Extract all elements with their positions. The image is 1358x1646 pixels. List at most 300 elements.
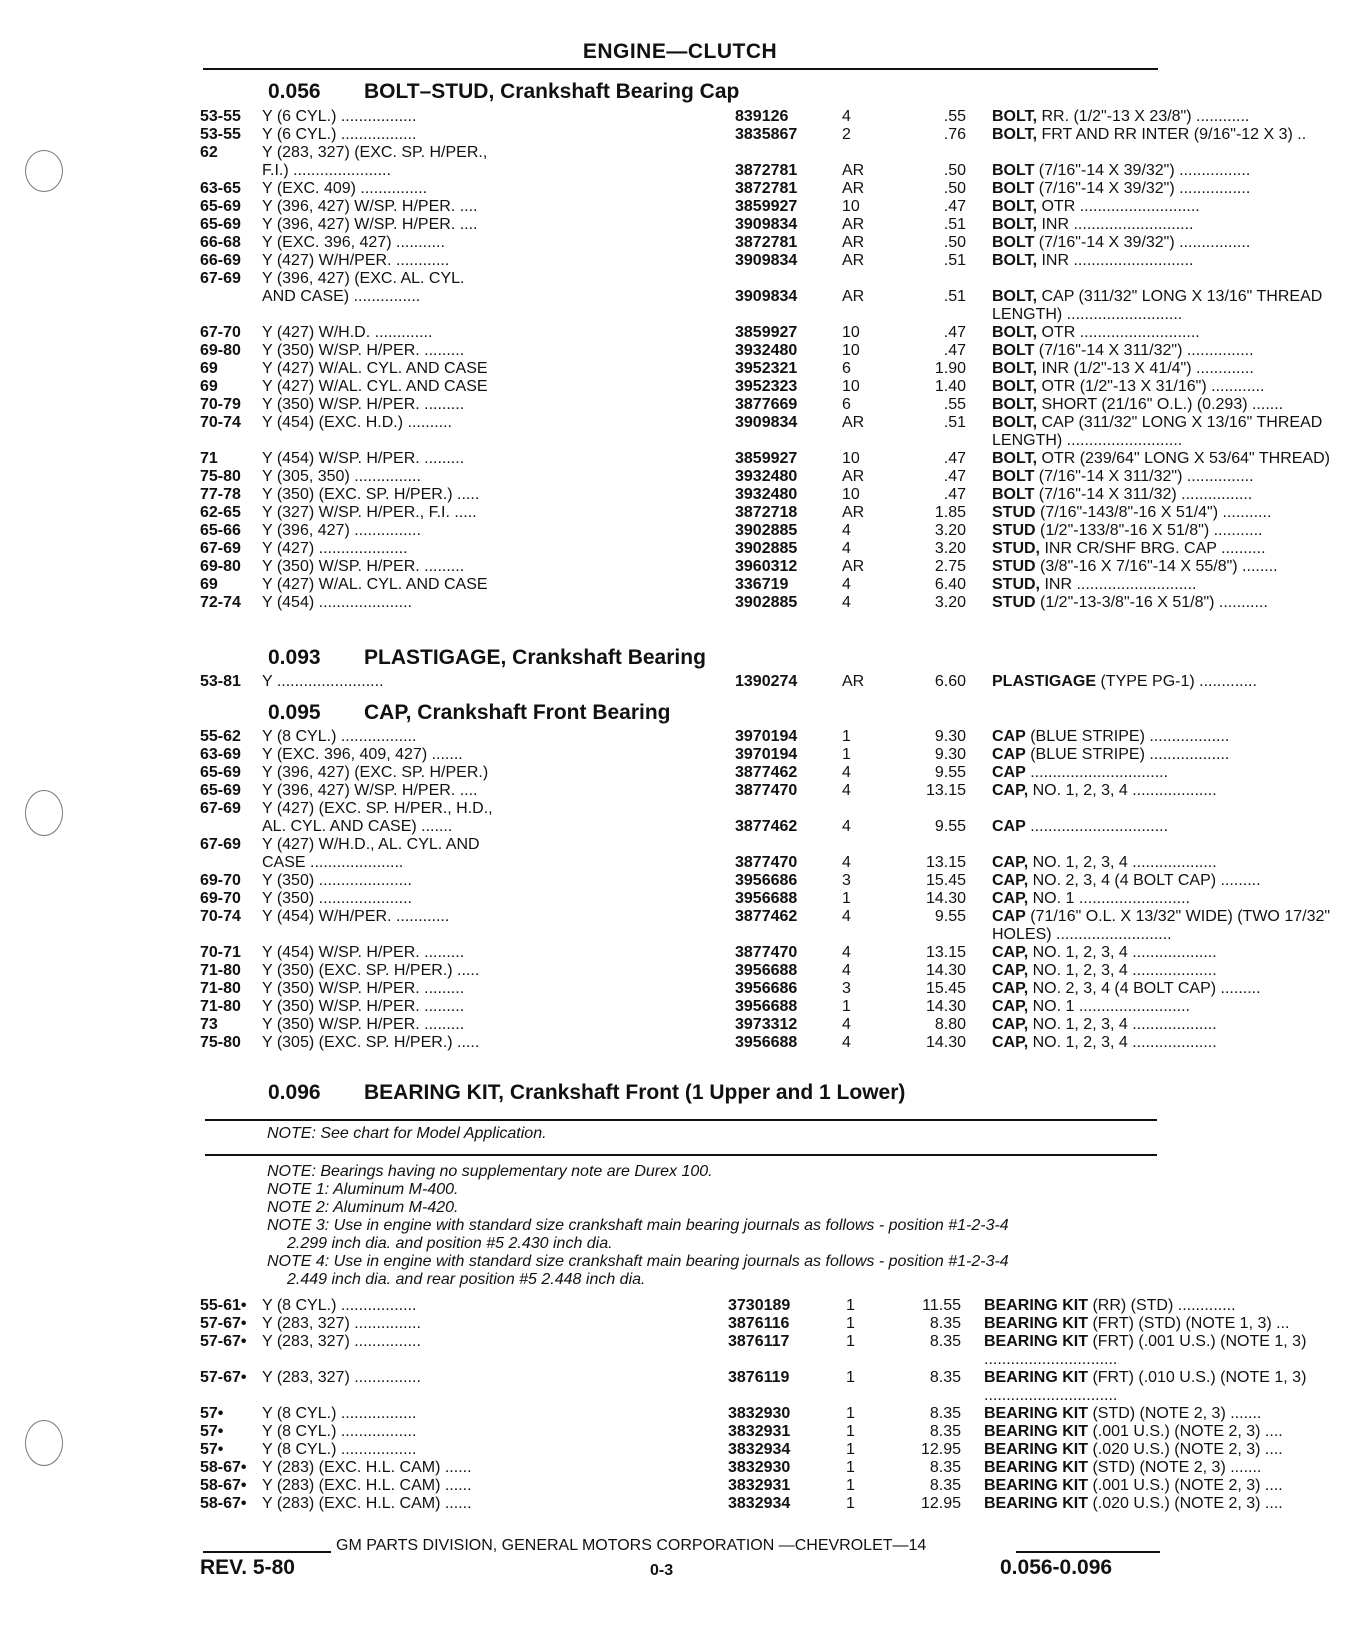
- section-number: 0.056: [268, 80, 321, 103]
- description-cell: [992, 126, 1358, 144]
- table-row: [200, 108, 1250, 126]
- part-number-cell: 3832930: [728, 1459, 791, 1476]
- quantity-cell: 1: [846, 1297, 855, 1314]
- year-cell: 75-80: [200, 468, 241, 485]
- quantity-cell: AR: [842, 414, 865, 431]
- year-cell: 62-65: [200, 504, 241, 521]
- year-cell: 57-67•: [200, 1333, 247, 1350]
- description-keyword: BOLT,: [992, 216, 1038, 233]
- price-cell: .47: [943, 324, 966, 341]
- table-row: [200, 558, 1278, 576]
- description-text: (.001 U.S.) (NOTE 2, 3) ....: [1088, 1477, 1283, 1494]
- description-keyword: BOLT,: [992, 396, 1038, 413]
- part-number-cell: 3832931: [728, 1477, 791, 1494]
- table-row: [200, 594, 1268, 612]
- section-heading-0093: [268, 646, 706, 670]
- description-cell: [992, 576, 1358, 594]
- price-cell: 6.40: [934, 576, 966, 593]
- price-cell: .47: [943, 468, 966, 485]
- description-keyword: CAP: [992, 764, 1026, 781]
- application-cell: Y (8 CYL.) .................: [262, 1297, 417, 1314]
- description-text: (.020 U.S.) (NOTE 2, 3) ....: [1088, 1495, 1283, 1512]
- description-cell: [992, 908, 1358, 944]
- description-keyword: STUD,: [992, 576, 1040, 593]
- description-cell: [984, 1297, 1358, 1315]
- year-cell: 62: [200, 144, 218, 161]
- price-cell: 8.35: [929, 1333, 961, 1350]
- quantity-cell: 6: [842, 360, 851, 377]
- table-row: [200, 576, 1197, 594]
- description-text: (7/16"-14 X 311/32) ................: [1034, 486, 1253, 503]
- description-cell: [984, 1333, 1358, 1369]
- description-cell: [992, 486, 1358, 504]
- quantity-cell: 2: [842, 126, 851, 143]
- description-text: (STD) (NOTE 2, 3) .......: [1088, 1405, 1262, 1422]
- description-text: (.001 U.S.) (NOTE 2, 3) ....: [1088, 1423, 1283, 1440]
- description-cell: [984, 1477, 1358, 1495]
- quantity-cell: 10: [842, 324, 860, 341]
- description-cell: [992, 108, 1358, 126]
- price-cell: 12.95: [920, 1441, 961, 1458]
- description-keyword: CAP,: [992, 1034, 1029, 1051]
- footer-corporation: GM PARTS DIVISION, GENERAL MOTORS CORPORATION —CHEVROLET—14: [336, 1537, 927, 1554]
- description-cell: [992, 378, 1358, 396]
- description-cell: [992, 342, 1358, 360]
- description-keyword: BOLT: [992, 234, 1035, 251]
- part-number-cell: 3859927: [735, 450, 798, 467]
- price-cell: .51: [943, 414, 966, 431]
- table-row: [200, 782, 1217, 800]
- year-cell: 57•: [200, 1423, 224, 1440]
- application-cell: Y (350) .....................: [262, 872, 412, 889]
- description-cell: [992, 288, 1358, 324]
- application-cell: Y (6 CYL.) .................: [262, 126, 417, 143]
- table-row: [200, 540, 1266, 558]
- application-cell: Y (283, 327) ...............: [262, 1333, 421, 1350]
- application-cell: Y (396, 427) ...............: [262, 522, 421, 539]
- quantity-cell: 4: [842, 540, 851, 557]
- application-cell: Y (396, 427) W/SP. H/PER. ....: [262, 198, 478, 215]
- description-text: OTR (239/64" LONG X 53/64" THREAD): [1037, 450, 1330, 467]
- year-cell: 66-68: [200, 234, 241, 251]
- price-cell: 8.35: [929, 1459, 961, 1476]
- price-cell: .76: [943, 126, 966, 143]
- table-row: [200, 126, 1307, 144]
- binder-hole-mark: [25, 1420, 63, 1466]
- quantity-cell: 4: [842, 1034, 851, 1051]
- part-number-cell: 839126: [735, 108, 789, 125]
- table-row: [200, 1315, 1290, 1333]
- application-cell: Y (427) W/AL. CYL. AND CASE: [262, 360, 488, 377]
- description-keyword: CAP: [992, 728, 1026, 745]
- description-cell: [984, 1495, 1358, 1513]
- application-cell: Y (350) (EXC. SP. H/PER.) .....: [262, 962, 480, 979]
- description-keyword: BEARING KIT: [984, 1441, 1088, 1458]
- chart-note: NOTE: See chart for Model Application.: [267, 1125, 547, 1142]
- description-keyword: BOLT,: [992, 198, 1038, 215]
- table-row: [200, 1459, 1262, 1477]
- description-text: OTR (1/2"-13 X 31/16") ............: [1037, 378, 1265, 395]
- quantity-cell: 4: [842, 782, 851, 799]
- section-number: 0.093: [268, 646, 321, 669]
- description-keyword: BOLT,: [992, 324, 1038, 341]
- description-cell: [992, 818, 1358, 836]
- year-cell: 65-69: [200, 216, 241, 233]
- application-cell: Y (427) (EXC. SP. H/PER., H.D.,: [262, 800, 493, 817]
- page-number: 0-3: [650, 1562, 674, 1579]
- description-keyword: CAP,: [992, 890, 1029, 907]
- year-cell: 70-74: [200, 908, 241, 925]
- table-row: [200, 252, 1194, 270]
- part-number-cell: 3956688: [735, 1034, 798, 1051]
- year-cell: 53-55: [200, 108, 241, 125]
- table-row: [200, 234, 1251, 252]
- description-keyword: BEARING KIT: [984, 1477, 1088, 1494]
- description-text: NO. 1, 2, 3, 4 ...................: [1028, 782, 1217, 799]
- part-number-cell: 3970194: [735, 746, 798, 763]
- price-cell: 15.45: [925, 872, 966, 889]
- price-cell: 3.20: [934, 522, 966, 539]
- part-number-cell: 3902885: [735, 522, 798, 539]
- quantity-cell: AR: [842, 504, 865, 521]
- price-cell: 2.75: [934, 558, 966, 575]
- price-cell: 8.80: [934, 1016, 966, 1033]
- description-cell: [992, 944, 1358, 962]
- section-number: 0.096: [268, 1081, 321, 1104]
- year-cell: 65-69: [200, 198, 241, 215]
- application-cell: Y (454) W/SP. H/PER. .........: [262, 944, 465, 961]
- year-cell: 71-80: [200, 962, 241, 979]
- quantity-cell: 3: [842, 980, 851, 997]
- note-line: NOTE 2: Aluminum M-420.: [267, 1199, 459, 1216]
- description-cell: [992, 890, 1358, 908]
- quantity-cell: 10: [842, 486, 860, 503]
- year-cell: 69-80: [200, 558, 241, 575]
- quantity-cell: 1: [846, 1423, 855, 1440]
- table-row: [200, 872, 1261, 890]
- part-number-cell: 3832934: [728, 1495, 791, 1512]
- price-cell: .47: [943, 198, 966, 215]
- quantity-cell: 3: [842, 872, 851, 889]
- description-text: (7/16"-143/8"-16 X 51/4") ...........: [1035, 504, 1272, 521]
- quantity-cell: 10: [842, 342, 860, 359]
- description-keyword: BEARING KIT: [984, 1369, 1088, 1386]
- description-text: NO. 1, 2, 3, 4 ...................: [1028, 1016, 1217, 1033]
- application-cell: Y (EXC. 396, 409, 427) .......: [262, 746, 463, 763]
- description-text: INR CR/SHF BRG. CAP ..........: [1040, 540, 1266, 557]
- description-text: (STD) (NOTE 2, 3) .......: [1088, 1459, 1262, 1476]
- description-keyword: BEARING KIT: [984, 1333, 1088, 1350]
- description-text: (FRT) (.010 U.S.) (NOTE 1, 3) ..............................: [984, 1369, 1307, 1404]
- year-cell: 57•: [200, 1441, 224, 1458]
- description-text: ...............................: [1025, 764, 1169, 781]
- description-cell: [984, 1315, 1358, 1333]
- description-keyword: BOLT,: [992, 126, 1038, 143]
- part-number-cell: 3877470: [735, 944, 798, 961]
- description-keyword: PLASTIGAGE: [992, 673, 1097, 690]
- table-row: [200, 1016, 1217, 1034]
- section-title: PLASTIGAGE, Crankshaft Bearing: [364, 646, 706, 669]
- description-keyword: STUD,: [992, 540, 1040, 557]
- price-cell: 15.45: [925, 980, 966, 997]
- price-cell: .55: [943, 108, 966, 125]
- application-cell: Y (EXC. 409) ...............: [262, 180, 428, 197]
- quantity-cell: 4: [842, 522, 851, 539]
- application-cell: Y (396, 427) W/SP. H/PER. ....: [262, 782, 478, 799]
- description-cell: [992, 234, 1358, 252]
- price-cell: 8.35: [929, 1369, 961, 1386]
- revision-label: REV. 5-80: [200, 1556, 295, 1579]
- quantity-cell: AR: [842, 180, 865, 197]
- table-row: [200, 1441, 1283, 1459]
- year-cell: 69-70: [200, 872, 241, 889]
- part-number-cell: 3832930: [728, 1405, 791, 1422]
- description-text: OTR ...........................: [1037, 198, 1200, 215]
- description-keyword: BOLT,: [992, 414, 1038, 431]
- description-keyword: CAP: [992, 818, 1026, 835]
- description-cell: [992, 746, 1358, 764]
- description-keyword: BOLT: [992, 162, 1035, 179]
- quantity-cell: 1: [842, 998, 851, 1015]
- application-cell: Y (396, 427) W/SP. H/PER. ....: [262, 216, 478, 233]
- description-keyword: CAP,: [992, 962, 1029, 979]
- description-cell: [992, 540, 1358, 558]
- year-cell: 69: [200, 360, 218, 377]
- part-number-cell: 336719: [735, 576, 789, 593]
- description-text: (1/2"-133/8"-16 X 51/8") ...........: [1035, 522, 1263, 539]
- description-text: (71/16" O.L. X 13/32" WIDE) (TWO 17/32" HOLES) ..........................: [992, 908, 1331, 943]
- quantity-cell: AR: [842, 216, 865, 233]
- year-cell: 71-80: [200, 998, 241, 1015]
- year-cell: 69: [200, 378, 218, 395]
- application-cell: Y (EXC. 396, 427) ...........: [262, 234, 445, 251]
- table-row: [200, 288, 1323, 324]
- description-cell: [984, 1441, 1358, 1459]
- price-cell: .51: [943, 216, 966, 233]
- price-cell: .50: [943, 234, 966, 251]
- part-number-cell: 3960312: [735, 558, 798, 575]
- description-keyword: BOLT,: [992, 360, 1038, 377]
- description-keyword: CAP,: [992, 1016, 1029, 1033]
- description-cell: [992, 414, 1358, 450]
- description-keyword: BOLT,: [992, 378, 1038, 395]
- application-cell: Y (427) W/AL. CYL. AND CASE: [262, 378, 488, 395]
- section-title: BEARING KIT, Crankshaft Front (1 Upper and 1 Lower): [364, 1081, 906, 1104]
- year-cell: 66-69: [200, 252, 241, 269]
- table-row: [200, 818, 1169, 836]
- description-cell: [992, 162, 1358, 180]
- application-cell: Y (350) W/SP. H/PER. .........: [262, 998, 465, 1015]
- quantity-cell: 1: [842, 890, 851, 907]
- price-cell: 9.55: [934, 908, 966, 925]
- note-line: NOTE 1: Aluminum M-400.: [267, 1181, 459, 1198]
- application-cell: Y (350) W/SP. H/PER. .........: [262, 1016, 465, 1033]
- description-text: (RR) (STD) .............: [1088, 1297, 1236, 1314]
- quantity-cell: 4: [842, 1016, 851, 1033]
- price-cell: .47: [943, 486, 966, 503]
- description-text: NO. 1, 2, 3, 4 ...................: [1028, 854, 1217, 871]
- part-number-cell: 3859927: [735, 324, 798, 341]
- year-cell: 70-71: [200, 944, 241, 961]
- price-cell: 9.55: [934, 818, 966, 835]
- part-number-cell: 3872781: [735, 180, 798, 197]
- description-text: INR ...........................: [1037, 252, 1194, 269]
- application-cell: Y (350) W/SP. H/PER. .........: [262, 558, 465, 575]
- binder-hole-mark: [25, 150, 63, 192]
- section-number: 0.095: [268, 701, 321, 724]
- price-cell: .47: [943, 342, 966, 359]
- description-cell: [992, 558, 1358, 576]
- description-cell: [992, 198, 1358, 216]
- part-number-cell: 3956686: [735, 980, 798, 997]
- year-cell: 69: [200, 576, 218, 593]
- year-cell: 75-80: [200, 1034, 241, 1051]
- description-cell: [984, 1405, 1358, 1423]
- description-keyword: BOLT,: [992, 450, 1038, 467]
- application-cell: Y (454) .....................: [262, 594, 412, 611]
- part-number-cell: 3909834: [735, 288, 798, 305]
- year-cell: 72-74: [200, 594, 241, 611]
- part-number-cell: 3876116: [728, 1315, 790, 1332]
- description-text: NO. 2, 3, 4 (4 BOLT CAP) .........: [1028, 980, 1261, 997]
- section-heading-0056: [268, 80, 739, 104]
- part-number-cell: 3932480: [735, 486, 798, 503]
- quantity-cell: 10: [842, 378, 860, 395]
- table-row: [200, 980, 1261, 998]
- quantity-cell: AR: [842, 558, 865, 575]
- quantity-cell: AR: [842, 252, 865, 269]
- part-number-cell: 3956688: [735, 998, 798, 1015]
- description-cell: [992, 764, 1358, 782]
- table-row: [200, 324, 1200, 342]
- description-text: NO. 1, 2, 3, 4 ...................: [1028, 1034, 1217, 1051]
- application-cell: Y (327) W/SP. H/PER., F.I. .....: [262, 504, 477, 521]
- price-cell: 6.60: [934, 673, 966, 690]
- part-number-cell: 3956686: [735, 872, 798, 889]
- description-keyword: CAP,: [992, 998, 1029, 1015]
- header-rule: [203, 68, 1158, 70]
- year-cell: 53-55: [200, 126, 241, 143]
- year-cell: 65-66: [200, 522, 241, 539]
- description-cell: [992, 252, 1358, 270]
- description-keyword: BOLT: [992, 468, 1035, 485]
- part-number-cell: 3973312: [735, 1016, 798, 1033]
- table-row: [200, 1297, 1236, 1315]
- table-row: [200, 414, 1323, 450]
- table-row: [200, 1405, 1262, 1423]
- quantity-cell: 1: [846, 1405, 855, 1422]
- year-cell: 67-69: [200, 270, 241, 287]
- application-cell: Y (427) W/H/PER. ............: [262, 252, 450, 269]
- part-number-cell: 3909834: [735, 414, 798, 431]
- year-cell: 58-67•: [200, 1477, 247, 1494]
- table-row: [200, 1423, 1283, 1441]
- quantity-cell: 4: [842, 764, 851, 781]
- price-cell: .51: [943, 252, 966, 269]
- application-cell: Y (396, 427) (EXC. SP. H/PER.): [262, 764, 489, 781]
- application-cell: Y (283) (EXC. H.L. CAM) ......: [262, 1495, 472, 1512]
- quantity-cell: 10: [842, 450, 860, 467]
- note-line: NOTE 4: Use in engine with standard size crankshaft main bearing journals as follows - position #1-2-3-4: [267, 1253, 1009, 1270]
- description-cell: [992, 522, 1358, 540]
- application-cell: Y (427) W/AL. CYL. AND CASE: [262, 576, 488, 593]
- application-cell: Y (305) (EXC. SP. H/PER.) .....: [262, 1034, 480, 1051]
- description-text: (7/16"-14 X 39/32") ................: [1034, 234, 1251, 251]
- description-keyword: BOLT: [992, 180, 1035, 197]
- table-row: [200, 1333, 1307, 1369]
- description-keyword: BEARING KIT: [984, 1405, 1088, 1422]
- year-cell: 57-67•: [200, 1369, 247, 1386]
- description-keyword: CAP,: [992, 944, 1029, 961]
- part-number-cell: 3932480: [735, 342, 798, 359]
- section-title: CAP, Crankshaft Front Bearing: [364, 701, 671, 724]
- description-cell: [984, 1423, 1358, 1441]
- part-number-cell: 3877462: [735, 908, 798, 925]
- application-cell: Y (305, 350) ...............: [262, 468, 421, 485]
- year-cell: 67-69: [200, 800, 241, 817]
- description-text: OTR ...........................: [1037, 324, 1200, 341]
- price-cell: 14.30: [925, 962, 966, 979]
- year-cell: 58-67•: [200, 1495, 247, 1512]
- description-text: NO. 1 .........................: [1028, 890, 1190, 907]
- description-keyword: STUD: [992, 504, 1036, 521]
- year-cell: 63-65: [200, 180, 241, 197]
- application-cell: AND CASE) ...............: [262, 288, 421, 305]
- description-keyword: STUD: [992, 558, 1036, 575]
- table-row: [200, 890, 1190, 908]
- description-keyword: BEARING KIT: [984, 1459, 1088, 1476]
- table-row: [200, 764, 1169, 782]
- price-cell: 9.30: [934, 746, 966, 763]
- application-cell: Y (8 CYL.) .................: [262, 1441, 417, 1458]
- description-cell: [992, 1016, 1358, 1034]
- quantity-cell: AR: [842, 234, 865, 251]
- section-heading-0096: [268, 1081, 905, 1105]
- price-cell: 3.20: [934, 594, 966, 611]
- table-row: [200, 1034, 1217, 1052]
- application-cell: F.I.) ......................: [262, 162, 391, 179]
- description-cell: [992, 216, 1358, 234]
- description-cell: [992, 872, 1358, 890]
- description-text: (.020 U.S.) (NOTE 2, 3) ....: [1088, 1441, 1283, 1458]
- quantity-cell: 4: [842, 908, 851, 925]
- part-number-cell: 3909834: [735, 216, 798, 233]
- table-row: [200, 962, 1217, 980]
- application-cell: Y (350) W/SP. H/PER. .........: [262, 980, 465, 997]
- application-cell: Y (427) W/H.D., AL. CYL. AND: [262, 836, 480, 853]
- description-text: (7/16"-14 X 311/32") ...............: [1034, 468, 1254, 485]
- application-cell: Y (350) (EXC. SP. H/PER.) .....: [262, 486, 480, 503]
- quantity-cell: 4: [842, 944, 851, 961]
- application-cell: Y (283, 327) (EXC. SP. H/PER.,: [262, 144, 488, 161]
- description-keyword: BOLT: [992, 342, 1035, 359]
- note-line: 2.449 inch dia. and rear position #5 2.448 inch dia.: [287, 1271, 646, 1288]
- description-cell: [992, 504, 1358, 522]
- quantity-cell: 1: [842, 728, 851, 745]
- price-cell: 14.30: [925, 998, 966, 1015]
- description-text: (BLUE STRIPE) ..................: [1025, 746, 1230, 763]
- description-text: (FRT) (.001 U.S.) (NOTE 1, 3) ..............................: [984, 1333, 1307, 1368]
- price-cell: 12.95: [920, 1495, 961, 1512]
- part-number-cell: 3952323: [735, 378, 798, 395]
- part-number-cell: 3877669: [735, 396, 798, 413]
- part-number-cell: 3902885: [735, 594, 798, 611]
- description-keyword: BEARING KIT: [984, 1315, 1088, 1332]
- quantity-cell: 4: [842, 108, 851, 125]
- description-cell: [992, 980, 1358, 998]
- footer-rule-left: [203, 1551, 331, 1553]
- part-number-cell: 3902885: [735, 540, 798, 557]
